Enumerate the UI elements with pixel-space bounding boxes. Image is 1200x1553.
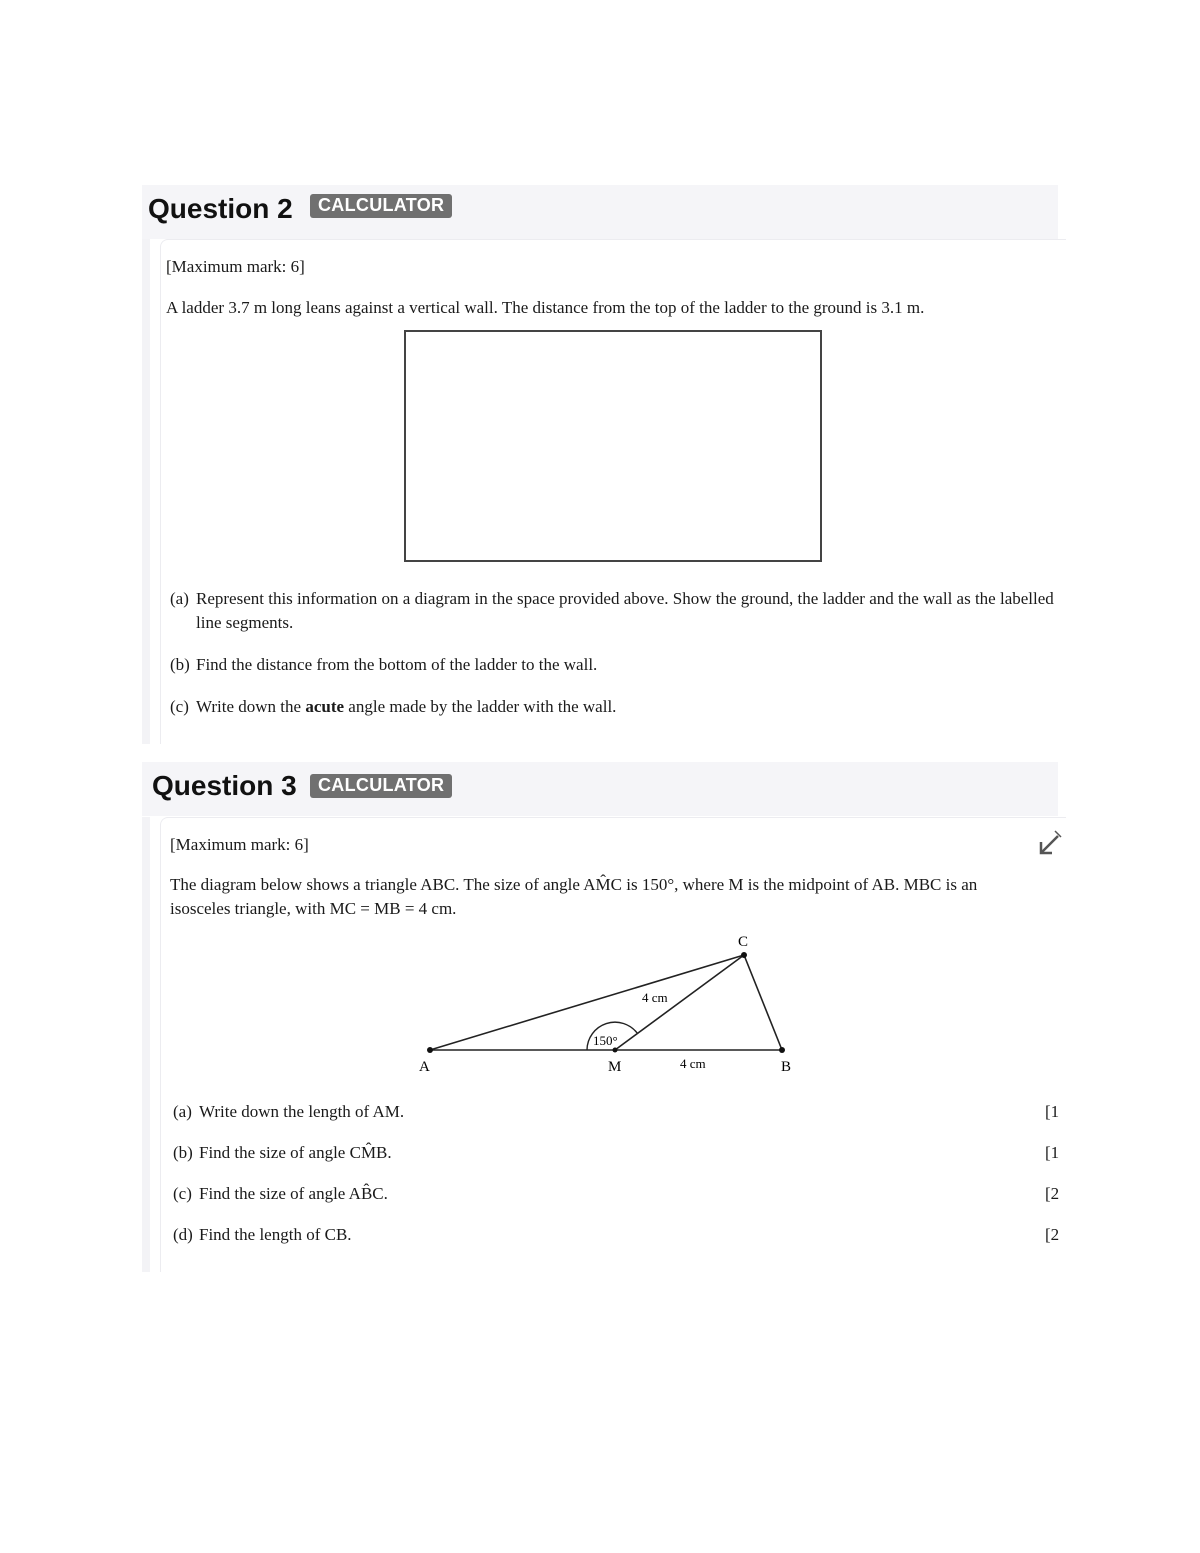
angle-label: 150° (593, 1033, 618, 1048)
question-stem: A ladder 3.7 m long leans against a vertical wall. The distance from the top of the ladder to the ground is 3.1 m. (166, 298, 925, 317)
point-a (427, 1047, 433, 1053)
label-a: A (419, 1059, 430, 1075)
part-mark: [2 (1045, 1184, 1060, 1203)
question-2-header (142, 185, 1058, 239)
segment-bc (744, 955, 782, 1050)
part-text-after: angle made by the ladder with the wall. (344, 697, 617, 716)
part-text-before: Write down the (196, 697, 306, 716)
mc-length-label: 4 cm (642, 990, 668, 1005)
part-label: (a) (170, 589, 189, 608)
part-text: Find the size of angle CM̂B. (199, 1143, 392, 1162)
expand-arrow-icon[interactable] (1036, 830, 1062, 858)
point-c (741, 952, 747, 958)
part-label: (b) (170, 655, 190, 674)
part-text-bold: acute (305, 697, 345, 716)
mb-length-label: 4 cm (680, 1056, 706, 1071)
question-stem: The diagram below shows a triangle ABC. The size of angle AM̂C is 150°, where M is the midpoint of AB. MBC is an isosceles triangle, with MC = MB = 4 cm. (170, 875, 978, 918)
part-text (196, 695, 616, 719)
max-mark: [Maximum mark: 6] (170, 835, 309, 854)
part-mark: [1 (1045, 1102, 1060, 1121)
part-text: Find the size of angle AB̂C. (199, 1184, 388, 1203)
question-3-header (142, 762, 1058, 816)
part-mark: [2 (1045, 1225, 1060, 1244)
question-title: Question 3 (152, 770, 297, 801)
part-label: (d) (173, 1225, 193, 1244)
part-label: (c) (173, 1184, 192, 1203)
label-b: B (781, 1059, 792, 1075)
part-label: (b) (173, 1143, 193, 1162)
label-c: C (738, 934, 749, 950)
part-text: Write down the length of AM. (199, 1102, 405, 1121)
max-mark: [Maximum mark: 6] (166, 257, 305, 276)
part-label: (a) (173, 1102, 192, 1121)
calculator-badge: CALCULATOR (310, 774, 452, 798)
point-m (613, 1048, 618, 1053)
triangle-diagram (400, 928, 820, 1078)
diagram-answer-box[interactable] (404, 330, 822, 562)
part-mark: [1 (1045, 1143, 1060, 1162)
question-title: Question 2 (148, 193, 293, 224)
point-b (779, 1047, 785, 1053)
part-text: Find the distance from the bottom of the ladder to the wall. (196, 655, 598, 674)
part-text: Find the length of CB. (199, 1225, 352, 1244)
segment-mc (615, 955, 744, 1050)
part-label: (c) (170, 697, 189, 716)
label-m: M (608, 1059, 622, 1075)
calculator-badge: CALCULATOR (310, 194, 452, 218)
segment-ac (430, 955, 744, 1050)
part-text: Represent this information on a diagram in the space provided above. Show the ground, the ladder and the wall as the labelled line segments. (196, 589, 1054, 632)
